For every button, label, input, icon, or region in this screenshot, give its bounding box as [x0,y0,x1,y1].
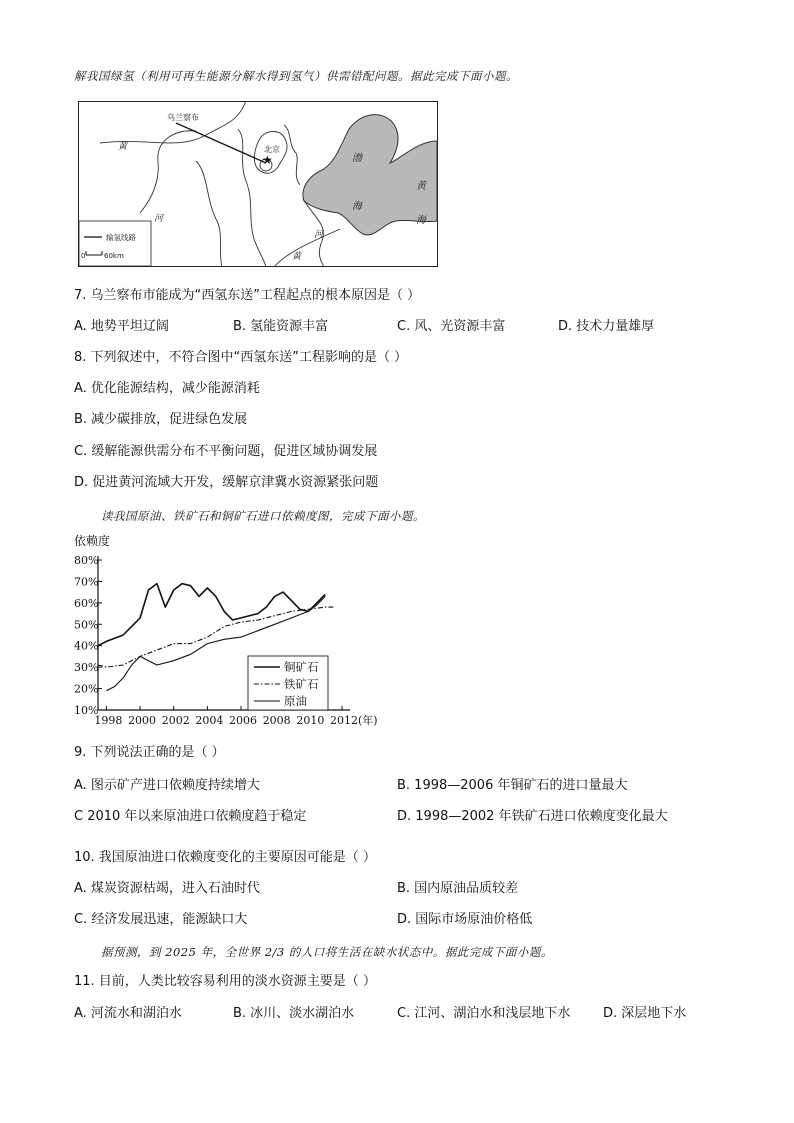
q8-option-d[interactable]: D. 促进黄河流域大开发，缓解京津冀水资源紧张问题 [74,475,379,490]
x-tick-label: 2012(年) [330,714,378,727]
q11-option-d[interactable]: D. 深层地下水 [603,1006,687,1021]
q10-option-b[interactable]: B. 国内原油品质较差 [397,881,519,896]
legend-label: 原油 [284,694,307,708]
y-tick-label: 40% [74,639,99,653]
import-dependency-chart [72,528,378,738]
q8-option-b[interactable]: B. 减少碳排放，促进绿色发展 [74,412,248,427]
q10-option-c[interactable]: C. 经济发展迅速，能源缺口大 [74,912,248,927]
q7-option-d[interactable]: D. 技术力量雄厚 [558,319,655,334]
q11-option-b[interactable]: B. 冰川、淡水湖泊水 [233,1006,355,1021]
chart-ylabel: 依赖度 [74,534,111,548]
q7-option-c[interactable]: C. 风、光资源丰富 [397,319,506,334]
x-tick-label: 2000 [128,714,157,727]
label-huang-south: 黄 [292,252,302,262]
q11-stem: 11. 目前，人类比较容易利用的淡水资源主要是（ ） [74,974,376,989]
intro-text-1: 解我国绿氢（利用可再生能源分解水得到氢气）供需错配问题。据此完成下面小题。 [74,69,518,83]
q9-stem: 9. 下列说法正确的是（ ） [74,745,225,760]
q10-stem: 10. 我国原油进口依赖度变化的主要原因可能是（ ） [74,850,376,865]
y-tick-label: 70% [74,575,99,589]
x-tick-label: 2006 [229,714,258,727]
q9-option-b[interactable]: B. 1998—2006 年铜矿石的进口量最大 [397,778,628,793]
q11-option-a[interactable]: A. 河流水和湖泊水 [74,1006,182,1021]
q7-stem: 7. 乌兰察布市能成为“西氢东送”工程起点的根本原因是（ ） [74,288,421,303]
q10-option-d[interactable]: D. 国际市场原油价格低 [397,912,533,927]
scale-end: 60km [104,252,124,260]
q8-stem: 8. 下列叙述中，不符合图中“西氢东送”工程影响的是（ ） [74,350,408,365]
intro-text-3: 据预测，到 2025 年，全世界 2/3 的人口将生活在缺水状态中。据此完成下面小题。 [101,945,553,959]
q8-option-a[interactable]: A. 优化能源结构，减少能源消耗 [74,381,260,396]
label-hai-bo: 海 [352,201,362,212]
series-line-铜矿石 [98,584,325,646]
star-icon: ★ [262,153,273,167]
q10-option-a[interactable]: A. 煤炭资源枯竭，进入石油时代 [74,881,260,896]
x-tick-label: 2010 [296,714,325,727]
label-he-south: 河 [314,230,324,240]
legend-route-label: 输氢线路 [106,233,136,242]
label-huang-sea: 黄 [416,181,426,192]
y-tick-label: 60% [74,596,99,610]
y-tick-label: 20% [74,682,99,696]
label-bo: 渤 [352,153,362,164]
legend-label: 铁矿石 [284,677,319,691]
scale-start: 0 [81,252,86,260]
y-tick-label: 80% [74,554,99,567]
y-tick-label: 30% [74,661,99,675]
label-wulanchabu: 乌兰察布 [167,113,199,122]
label-beijing: 北京 [264,145,280,154]
legend-label: 铜矿石 [284,660,319,674]
intro-text-2: 读我国原油、铁矿石和铜矿石进口依赖度图，完成下面小题。 [101,509,425,523]
q8-option-c[interactable]: C. 缓解能源供需分布不平衡问题，促进区域协调发展 [74,444,378,459]
x-tick-label: 1998 [94,714,123,727]
q9-option-a[interactable]: A. 图示矿产进口依赖度持续增大 [74,778,260,793]
x-tick-label: 2004 [195,714,224,727]
q11-option-c[interactable]: C. 江河、湖泊水和浅层地下水 [397,1006,571,1021]
hydrogen-route-map [78,101,440,269]
y-tick-label: 10% [74,704,99,717]
label-he-west: 河 [154,214,164,224]
label-hai-sea: 海 [416,215,426,226]
x-tick-label: 2008 [262,714,291,727]
q7-option-a[interactable]: A. 地势平坦辽阔 [74,319,169,334]
y-tick-label: 50% [74,618,99,632]
x-tick-label: 2002 [161,714,190,727]
q7-option-b[interactable]: B. 氢能资源丰富 [233,319,329,334]
q9-option-d[interactable]: D. 1998—2002 年铁矿石进口依赖度变化最大 [397,809,668,824]
label-huang-west: 黄 [118,142,128,152]
q9-option-c[interactable]: C 2010 年以来原油进口依赖度趋于稳定 [74,809,307,824]
